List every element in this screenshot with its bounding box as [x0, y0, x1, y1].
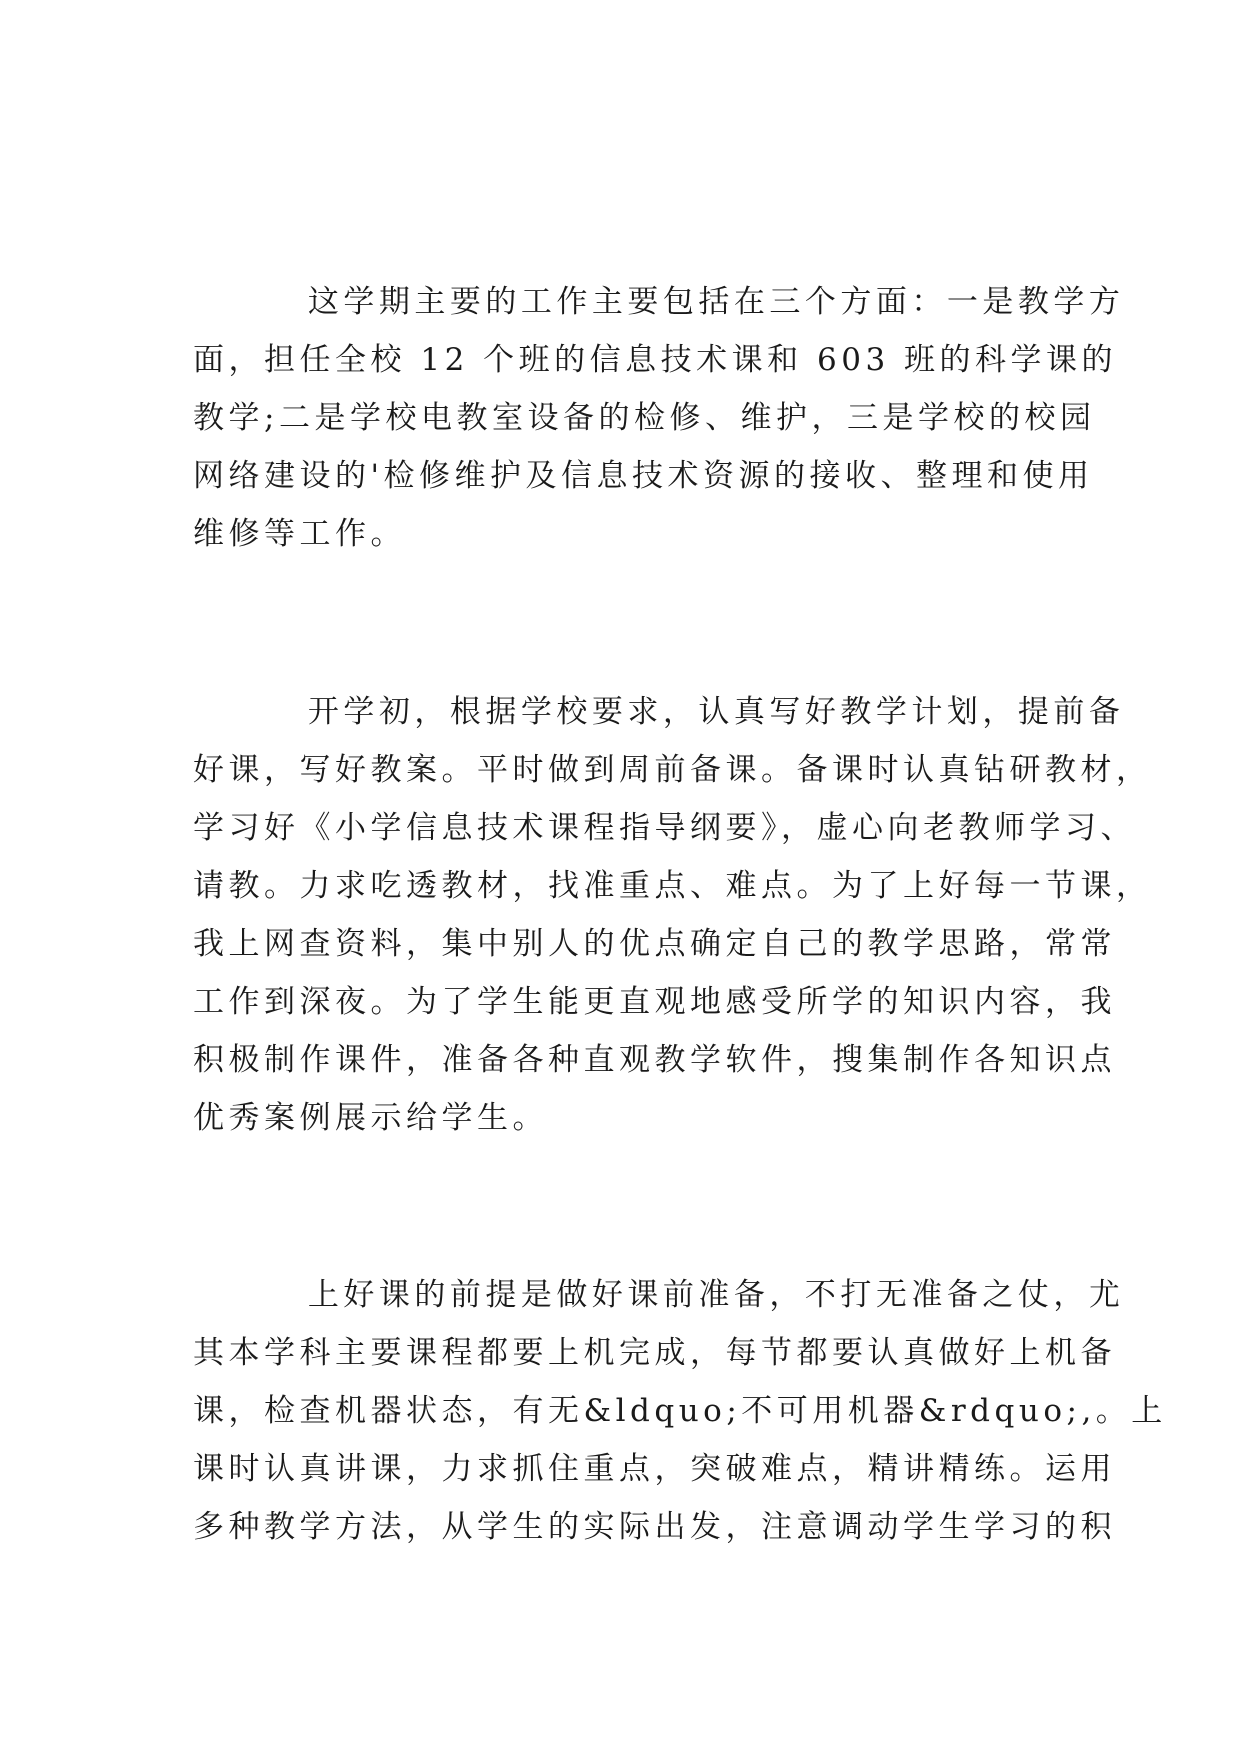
text-line: 面，担任全校 12 个班的信息技术课和 603 班的科学课的 — [193, 342, 1118, 378]
text-line: 我上网查资料，集中别人的优点确定自己的教学思路，常常 — [193, 926, 1116, 962]
paragraph-work-overview — [193, 273, 1125, 563]
text-line: 积极制作课件，准备各种直观教学软件，搜集制作各知识点 — [193, 1042, 1116, 1078]
text-line: 多种教学方法，从学生的实际出发，注意调动学生学习的积 — [193, 1509, 1116, 1545]
text-line: 维修等工作。 — [193, 516, 406, 552]
text-line: 这学期主要的工作主要包括在三个方面：一是教学方 — [193, 284, 1125, 320]
text-line: 开学初，根据学校要求，认真写好教学计划，提前备 — [193, 694, 1125, 730]
text-line: 好课，写好教案。平时做到周前备课。备课时认真钻研教材， — [193, 752, 1152, 788]
text-line: 工作到深夜。为了学生能更直观地感受所学的知识内容，我 — [193, 984, 1116, 1020]
text-line: 优秀案例展示给学生。 — [193, 1100, 548, 1136]
text-line: 学习好《小学信息技术课程指导纲要》，虚心向老教师学习、 — [193, 810, 1136, 846]
text-line: 网络建设的'检修维护及信息技术资源的接收、整理和使用 — [193, 458, 1094, 494]
text-line: 其本学科主要课程都要上机完成，每节都要认真做好上机备 — [193, 1335, 1116, 1371]
text-line: 请教。力求吃透教材，找准重点、难点。为了上好每一节课， — [193, 868, 1152, 904]
paragraph-classroom-teaching — [193, 1266, 1167, 1556]
text-line: 上好课的前提是做好课前准备，不打无准备之仗，尤 — [193, 1277, 1125, 1313]
text-line: 教学;二是学校电教室设备的检修、维护，三是学校的校园 — [193, 400, 1096, 436]
text-line: 课，检查机器状态，有无&ldquo;不可用机器&rdquo;,。上 — [193, 1393, 1167, 1429]
text-line: 课时认真讲课，力求抓住重点，突破难点，精讲精练。运用 — [193, 1451, 1116, 1487]
paragraph-lesson-preparation — [193, 683, 1152, 1147]
